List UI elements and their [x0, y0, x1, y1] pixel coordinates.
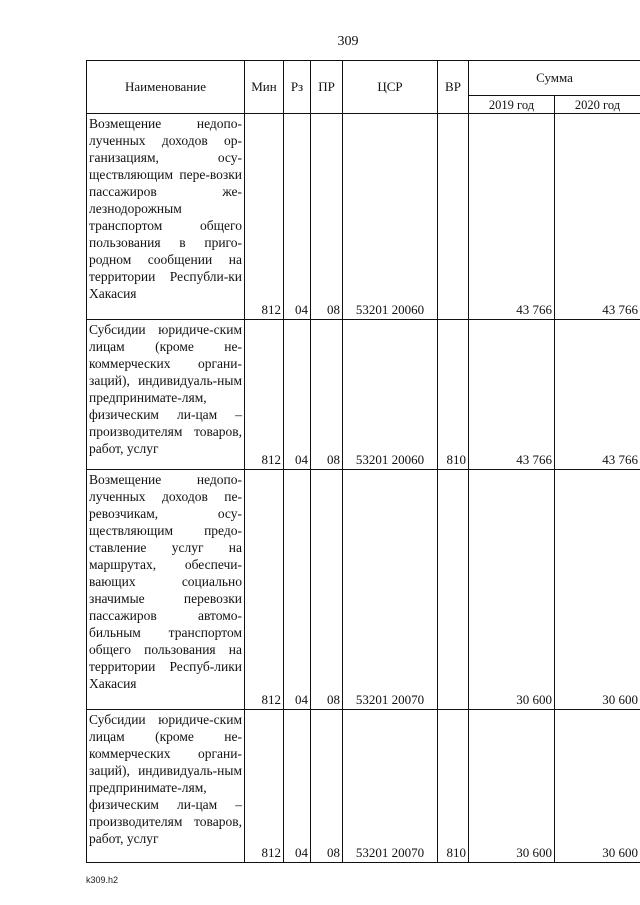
row-2019: 43 766 [469, 320, 555, 470]
row-pr: 08 [311, 710, 343, 863]
row-rz: 04 [284, 114, 311, 320]
row-min: 812 [245, 470, 284, 710]
col-header-min: Мин [245, 61, 284, 114]
row-2019: 30 600 [469, 470, 555, 710]
col-header-2020: 2020 год [555, 96, 640, 114]
row-rz: 04 [284, 710, 311, 863]
row-csr: 53201 20060 [343, 320, 438, 470]
col-header-sum: Сумма [469, 61, 640, 96]
row-2020: 30 600 [555, 470, 640, 710]
table-row [87, 320, 640, 470]
row-name: Субсидии юридиче-ским лицам (кроме не-коммерческих органи-заций), индивидуаль-ным предпринимате-лям, физическим ли-цам – производителям товаров, работ, услуг [87, 710, 245, 863]
page-number: 309 [337, 34, 359, 49]
footer-code: k309.h2 [86, 875, 119, 885]
table-row [87, 470, 640, 710]
row-vr [438, 114, 469, 320]
row-name: Субсидии юридиче-ским лицам (кроме не-коммерческих органи-заций), индивидуаль-ным предпринимате-лям, физическим ли-цам – производителям товаров, работ, услуг [87, 320, 245, 470]
row-name: Возмещение недопо-лученных доходов пе-ревозчикам, осу-ществляющим предо-ставление услуг на маршрутах, обеспечи-вающих социально значимые перевозки пассажиров автомо-бильным транспортом общего пользования на территории Респуб-лики Хакасия [87, 470, 245, 710]
row-csr: 53201 20060 [343, 114, 438, 320]
row-2019: 43 766 [469, 114, 555, 320]
col-header-name: Наименование [87, 61, 245, 114]
row-name: Возмещение недопо-лученных доходов ор-ганизациям, осу-ществляющим пере-возки пассажиров же-лезнодорожным транспортом общего пользования в приго-родном сообщении на территории Республи-ки Хакасия [87, 114, 245, 320]
row-vr [438, 470, 469, 710]
budget-table [86, 60, 640, 863]
table-row [87, 710, 640, 863]
row-csr: 53201 20070 [343, 470, 438, 710]
row-pr: 08 [311, 470, 343, 710]
row-rz: 04 [284, 320, 311, 470]
row-vr: 810 [438, 320, 469, 470]
row-csr: 53201 20070 [343, 710, 438, 863]
col-header-vr: ВР [438, 61, 469, 114]
col-header-csr: ЦСР [343, 61, 438, 114]
row-pr: 08 [311, 114, 343, 320]
row-2020: 30 600 [555, 710, 640, 863]
col-header-pr: ПР [311, 61, 343, 114]
table-row [87, 114, 640, 320]
row-min: 812 [245, 320, 284, 470]
row-rz: 04 [284, 470, 311, 710]
col-header-rz: Рз [284, 61, 311, 114]
col-header-2019: 2019 год [469, 96, 555, 114]
row-min: 812 [245, 710, 284, 863]
row-vr: 810 [438, 710, 469, 863]
row-min: 812 [245, 114, 284, 320]
row-2019: 30 600 [469, 710, 555, 863]
row-pr: 08 [311, 320, 343, 470]
row-2020: 43 766 [555, 114, 640, 320]
row-2020: 43 766 [555, 320, 640, 470]
